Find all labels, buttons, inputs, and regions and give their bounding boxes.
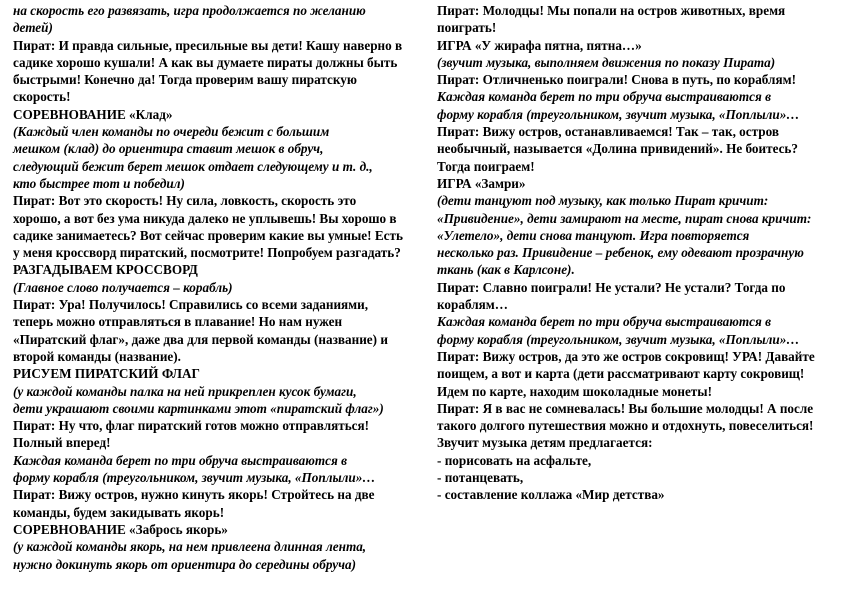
text-line: (звучит музыка, выполняем движения по показу Пирата) (437, 54, 776, 70)
text-line: (у каждой команды якорь, на нем привлеена длинная лента, (13, 539, 367, 555)
text-line: садике занимаетесь? Вот сейчас проверим какие вы умные! Есть (13, 227, 403, 243)
text-line: Каждая команда берет по три обруча выстраиваются в (437, 314, 771, 330)
right-text-column (437, 2, 833, 504)
text-line: Пират: Отличненько поиграли! Снова в путь, по кораблям! (437, 72, 796, 88)
text-line: Звучит музыка детям предлагается: (437, 435, 653, 451)
section-heading: СОРЕВНОВАНИЕ «Забрось якорь» (13, 521, 228, 537)
text-line: (дети танцуют под музыку, как только Пират кричит: (437, 193, 769, 209)
section-heading: СОРЕВНОВАНИЕ «Клад» (13, 106, 173, 122)
text-line: форму корабля (треугольником, звучит музыка, «Поплыли»… (437, 106, 800, 122)
text-line: «Пиратский флаг», даже два для первой команды (название) и (13, 331, 388, 347)
left-text-column (13, 2, 413, 573)
section-heading: ИГРА «У жирафа пятна, пятна…» (437, 37, 642, 53)
section-heading: ИГРА «Замри» (437, 175, 526, 191)
text-line: Пират: Славно поиграли! Не устали? Не устали? Тогда по (437, 279, 786, 295)
text-line: Пират: Вижу остров, останавливаемся! Так – так, остров (437, 124, 779, 140)
text-line: Пират: Я в вас не сомневалась! Вы большие молодцы! А после (437, 400, 814, 416)
text-line: скорость! (13, 89, 71, 105)
text-line: такого долгого путешествия можно и отдохнуть, повеселиться! (437, 418, 814, 434)
text-line: хорошо, а вот без ума никуда далеко не уплывешь! Вы хорошо в (13, 210, 397, 226)
text-line: дети украшают своими картинками этот «пиратский флаг») (13, 400, 384, 416)
text-line: теперь можно отправляться в плавание! Но нам нужен (13, 314, 343, 330)
text-line: Пират: И правда сильные, пресильные вы дети! Кашу наверно в (13, 37, 403, 53)
text-line: нужно докинуть якорь от ориентира до середины обруча) (13, 556, 357, 572)
text-line: второй команды (название). (13, 348, 181, 364)
text-line: поиграть! (437, 20, 497, 36)
text-line: (Каждый член команды по очереди бежит с большим (13, 124, 330, 140)
text-line: Пират: Ура! Получилось! Справились со всеми заданиями, (13, 297, 369, 313)
text-line: (Главное слово получается – корабль) (13, 279, 233, 295)
text-line: ткань (как в Карлсоне). (437, 262, 575, 278)
text-line: кто быстрее тот и победил) (13, 175, 185, 191)
text-line: садике хорошо кушали! А как вы думаете пираты должны быть (13, 54, 398, 70)
text-line: форму корабля (треугольником, звучит музыка, «Поплыли»… (437, 331, 800, 347)
text-line: Пират: Вот это скорость! Ну сила, ловкость, скорость это (13, 193, 357, 209)
text-line: на скорость его развязать, игра продолжается по желанию (13, 3, 366, 18)
section-heading: РИСУЕМ ПИРАТСКИЙ ФЛАГ (13, 366, 200, 382)
text-line: Пират: Ну что, флаг пиратский готов можно отправляться! (13, 418, 370, 434)
text-line: Полный вперед! (13, 435, 111, 451)
text-line: необычный, называется «Долина привидений». Не боитесь? (437, 141, 799, 157)
text-line: - потанцевать, (437, 470, 524, 486)
text-line: Каждая команда берет по три обруча выстраиваются в (13, 452, 347, 468)
text-line: команды, будем закидывать якорь! (13, 504, 225, 520)
text-line: Идем по карте, находим шоколадные монеты! (437, 383, 712, 399)
text-line: Тогда поиграем! (437, 158, 535, 174)
text-line: несколько раз. Привидение – ребенок, ему одевают прозрачную (437, 245, 804, 261)
text-line: детей) (13, 20, 53, 36)
text-line: кораблям… (437, 297, 508, 313)
text-line: - составление коллажа «Мир детства» (437, 487, 665, 503)
text-line: мешком (клад) до ориентира ставит мешок в обруч, (13, 141, 324, 157)
text-line: быстрыми! Конечно да! Тогда проверим вашу пиратскую (13, 72, 357, 88)
text-line: Каждая команда берет по три обруча выстраиваются в (437, 89, 771, 105)
text-line: «Привидение», дети замирают на месте, пират снова кричит: (437, 210, 812, 226)
text-line: (у каждой команды палка на ней прикреплен кусок бумаги, (13, 383, 357, 399)
text-line: «Улетело», дети снова танцуют. Игра повторяется (437, 227, 750, 243)
text-line: - порисовать на асфальте, (437, 452, 592, 468)
section-heading: РАЗГАДЫВАЕМ КРОССВОРД (13, 262, 198, 278)
text-line: Пират: Молодцы! Мы попали на остров животных, время (437, 3, 786, 18)
text-line: Пират: Вижу остров, да это же остров сокровищ! УРА! Давайте (437, 348, 815, 364)
text-line: поищем, а вот и карта (дети рассматривают карту сокровищ! (437, 366, 805, 382)
text-line: у меня кроссворд пиратский, посмотрите! Попробуем разгадать? (13, 245, 401, 261)
text-line: Пират: Вижу остров, нужно кинуть якорь! Стройтесь на две (13, 487, 375, 503)
text-line: следующий бежит берет мешок отдает следующему и т. д., (13, 158, 373, 174)
text-line: форму корабля (треугольником, звучит музыка, «Поплыли»… (13, 470, 376, 486)
